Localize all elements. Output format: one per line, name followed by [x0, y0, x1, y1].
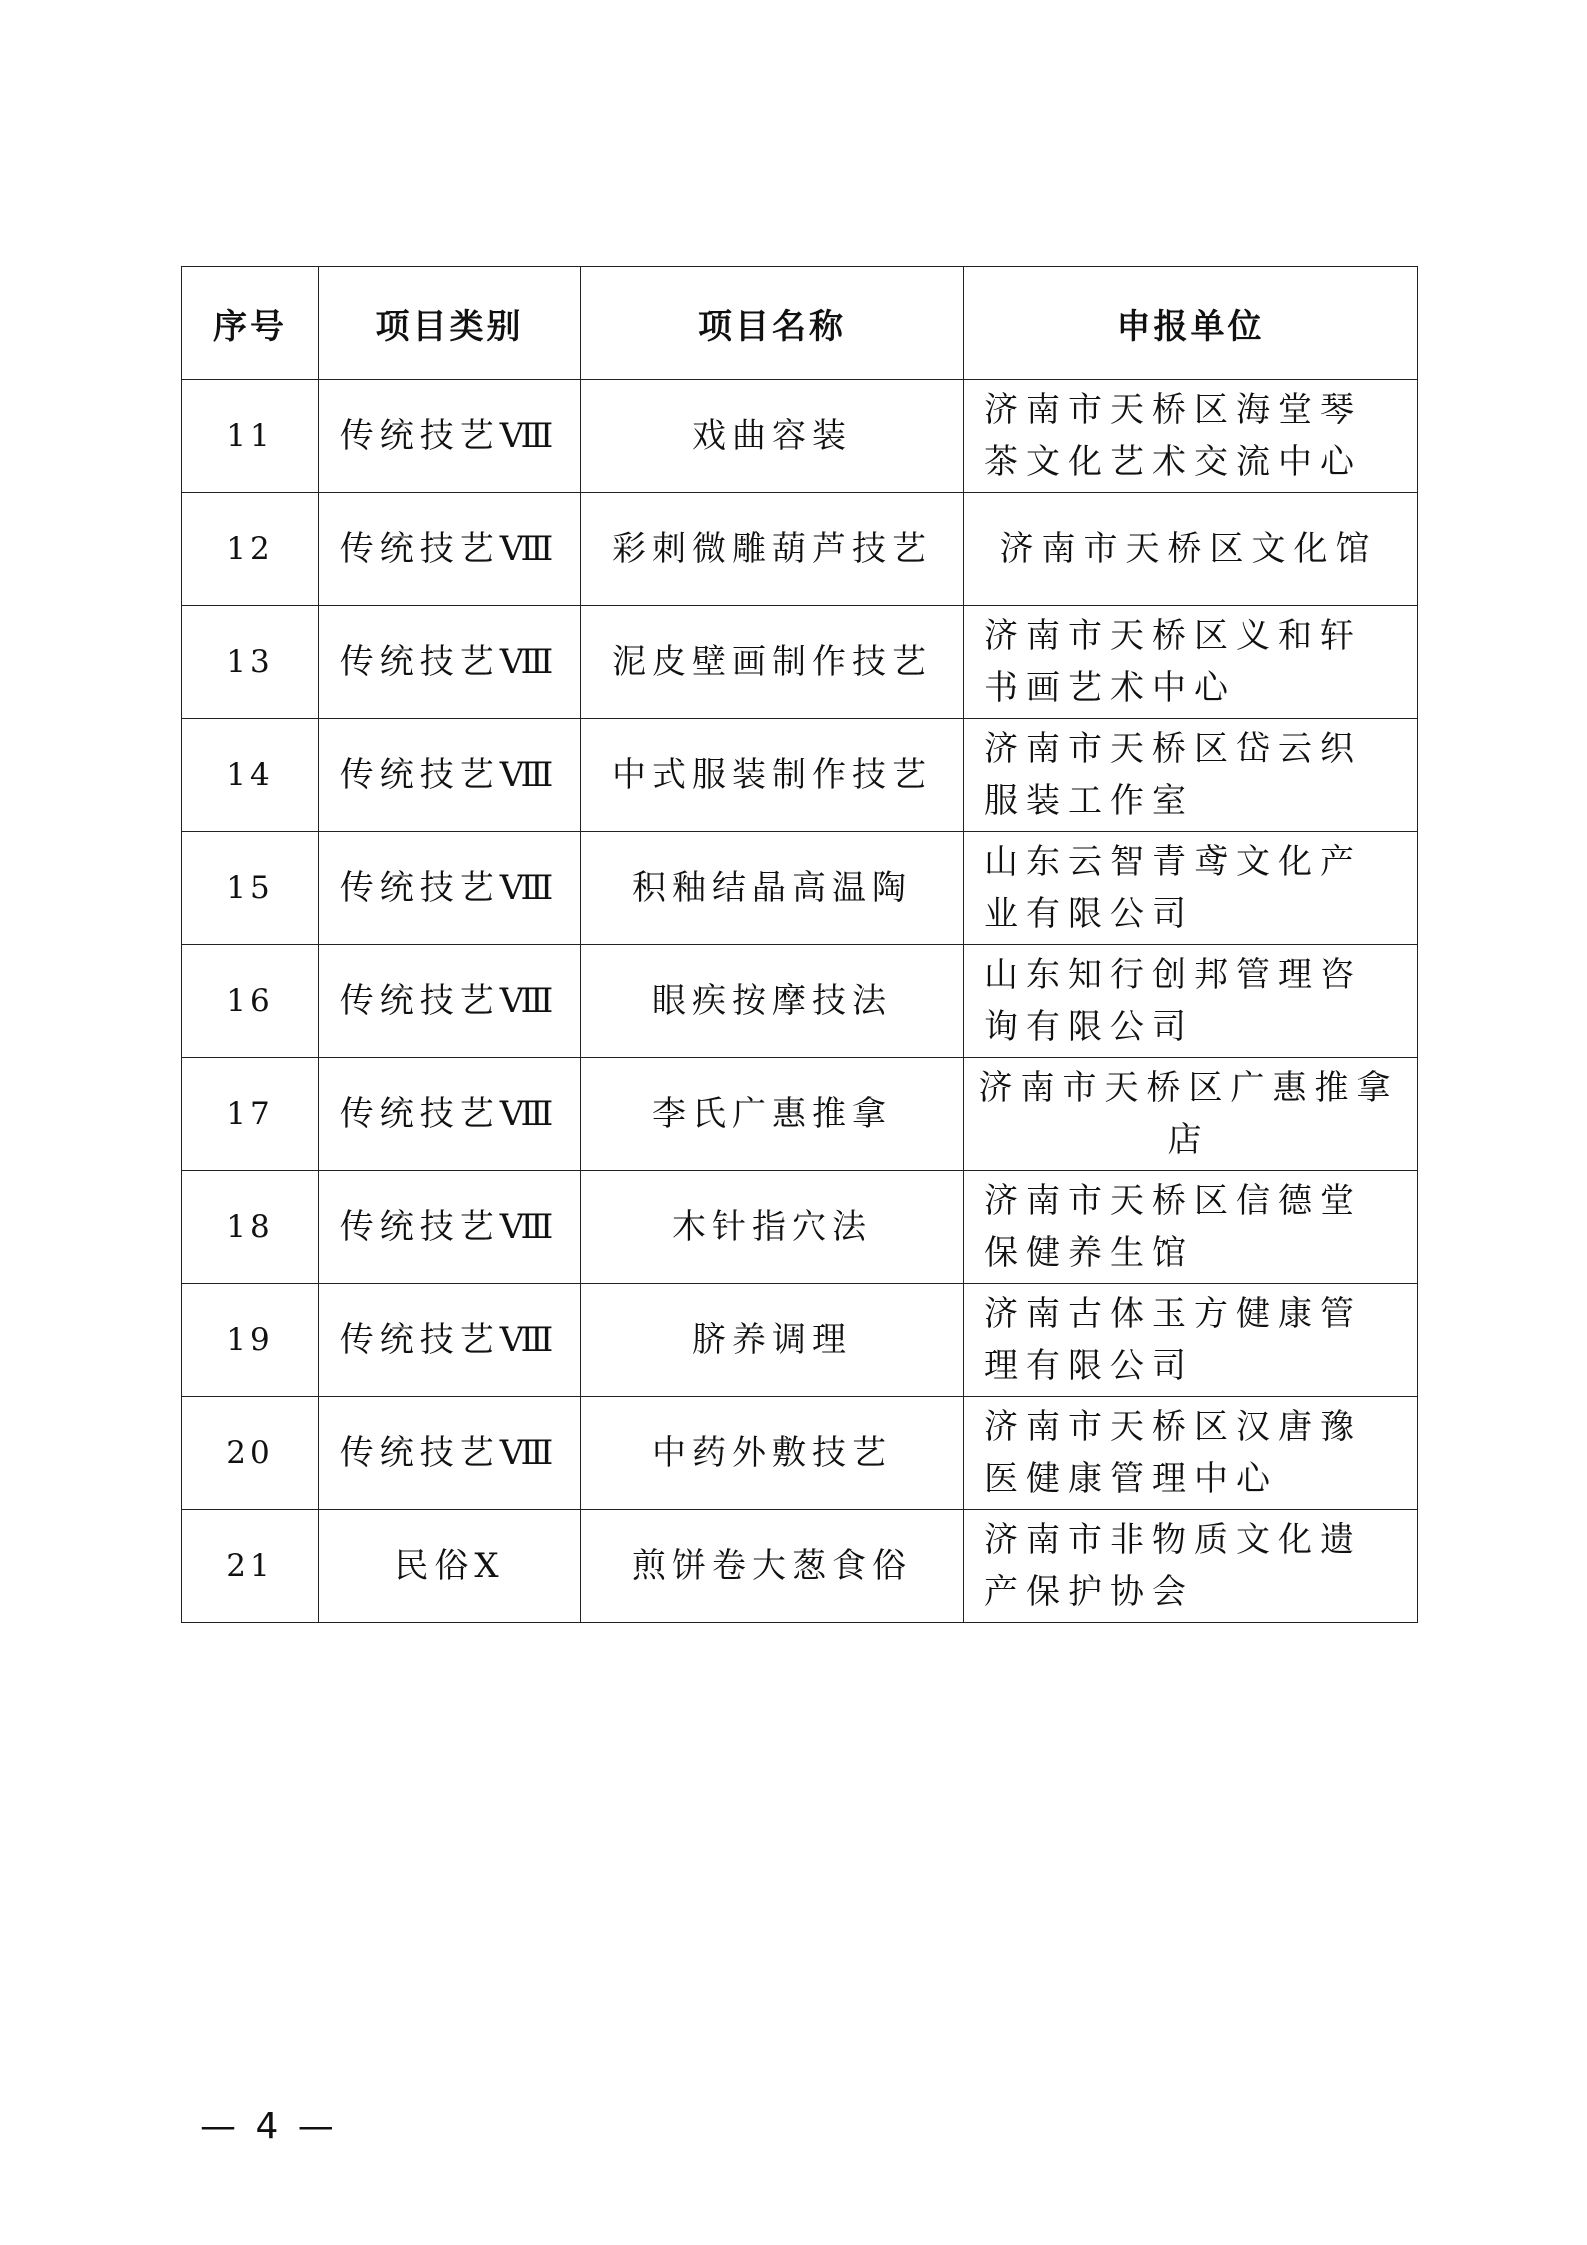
cell-project-name: 积釉结晶高温陶: [581, 832, 964, 945]
table-row: [182, 606, 1418, 719]
header-applicant-unit: 申报单位: [964, 267, 1418, 380]
cell-category: 传统技艺Ⅷ: [319, 832, 581, 945]
cell-applicant-unit: 济南市天桥区广惠推拿店: [964, 1058, 1418, 1171]
cell-applicant-unit: 济南市天桥区海堂琴茶文化艺术交流中心: [964, 380, 1418, 493]
cell-category: 传统技艺Ⅷ: [319, 1058, 581, 1171]
cell-project-name: 中式服装制作技艺: [581, 719, 964, 832]
table-row: [182, 1397, 1418, 1510]
cell-applicant-unit: 济南市天桥区岱云织服装工作室: [964, 719, 1418, 832]
cell-serial-number: 21: [182, 1510, 319, 1623]
table-row: [182, 945, 1418, 1058]
cell-serial-number: 13: [182, 606, 319, 719]
cell-category: 传统技艺Ⅷ: [319, 1171, 581, 1284]
cell-project-name: 李氏广惠推拿: [581, 1058, 964, 1171]
cell-category: 传统技艺Ⅷ: [319, 1397, 581, 1510]
cell-project-name: 戏曲容装: [581, 380, 964, 493]
table-row: [182, 832, 1418, 945]
cell-applicant-unit: 济南古体玉方健康管理有限公司: [964, 1284, 1418, 1397]
projects-table: [181, 266, 1418, 1623]
cell-serial-number: 16: [182, 945, 319, 1058]
cell-applicant-unit: 济南市天桥区汉唐豫医健康管理中心: [964, 1397, 1418, 1510]
table-row: [182, 1510, 1418, 1623]
cell-category: 传统技艺Ⅷ: [319, 945, 581, 1058]
header-category: 项目类别: [319, 267, 581, 380]
table-row: [182, 1058, 1418, 1171]
cell-applicant-unit: 济南市天桥区信德堂保健养生馆: [964, 1171, 1418, 1284]
cell-serial-number: 14: [182, 719, 319, 832]
cell-serial-number: 17: [182, 1058, 319, 1171]
cell-project-name: 中药外敷技艺: [581, 1397, 964, 1510]
table-row: [182, 380, 1418, 493]
cell-applicant-unit: 山东云智青鸢文化产业有限公司: [964, 832, 1418, 945]
header-serial-number: 序号: [182, 267, 319, 380]
cell-category: 传统技艺Ⅷ: [319, 606, 581, 719]
cell-applicant-unit: 济南市天桥区文化馆: [964, 493, 1418, 606]
cell-serial-number: 12: [182, 493, 319, 606]
table-row: [182, 1284, 1418, 1397]
page-number: — 4 —: [200, 2106, 338, 2147]
cell-serial-number: 20: [182, 1397, 319, 1510]
table-header-row: [182, 267, 1418, 380]
cell-category: 传统技艺Ⅷ: [319, 719, 581, 832]
cell-category: 传统技艺Ⅷ: [319, 380, 581, 493]
header-project-name: 项目名称: [581, 267, 964, 380]
cell-serial-number: 19: [182, 1284, 319, 1397]
table-row: [182, 493, 1418, 606]
cell-serial-number: 15: [182, 832, 319, 945]
cell-project-name: 脐养调理: [581, 1284, 964, 1397]
cell-serial-number: 18: [182, 1171, 319, 1284]
cell-category: 民俗Ⅹ: [319, 1510, 581, 1623]
cell-applicant-unit: 济南市非物质文化遗产保护协会: [964, 1510, 1418, 1623]
cell-project-name: 煎饼卷大葱食俗: [581, 1510, 964, 1623]
cell-project-name: 眼疾按摩技法: [581, 945, 964, 1058]
cell-project-name: 泥皮壁画制作技艺: [581, 606, 964, 719]
cell-project-name: 彩刺微雕葫芦技艺: [581, 493, 964, 606]
cell-applicant-unit: 山东知行创邦管理咨询有限公司: [964, 945, 1418, 1058]
cell-applicant-unit: 济南市天桥区义和轩书画艺术中心: [964, 606, 1418, 719]
cell-category: 传统技艺Ⅷ: [319, 1284, 581, 1397]
cell-serial-number: 11: [182, 380, 319, 493]
table-row: [182, 719, 1418, 832]
cell-project-name: 木针指穴法: [581, 1171, 964, 1284]
table-row: [182, 1171, 1418, 1284]
cell-category: 传统技艺Ⅷ: [319, 493, 581, 606]
